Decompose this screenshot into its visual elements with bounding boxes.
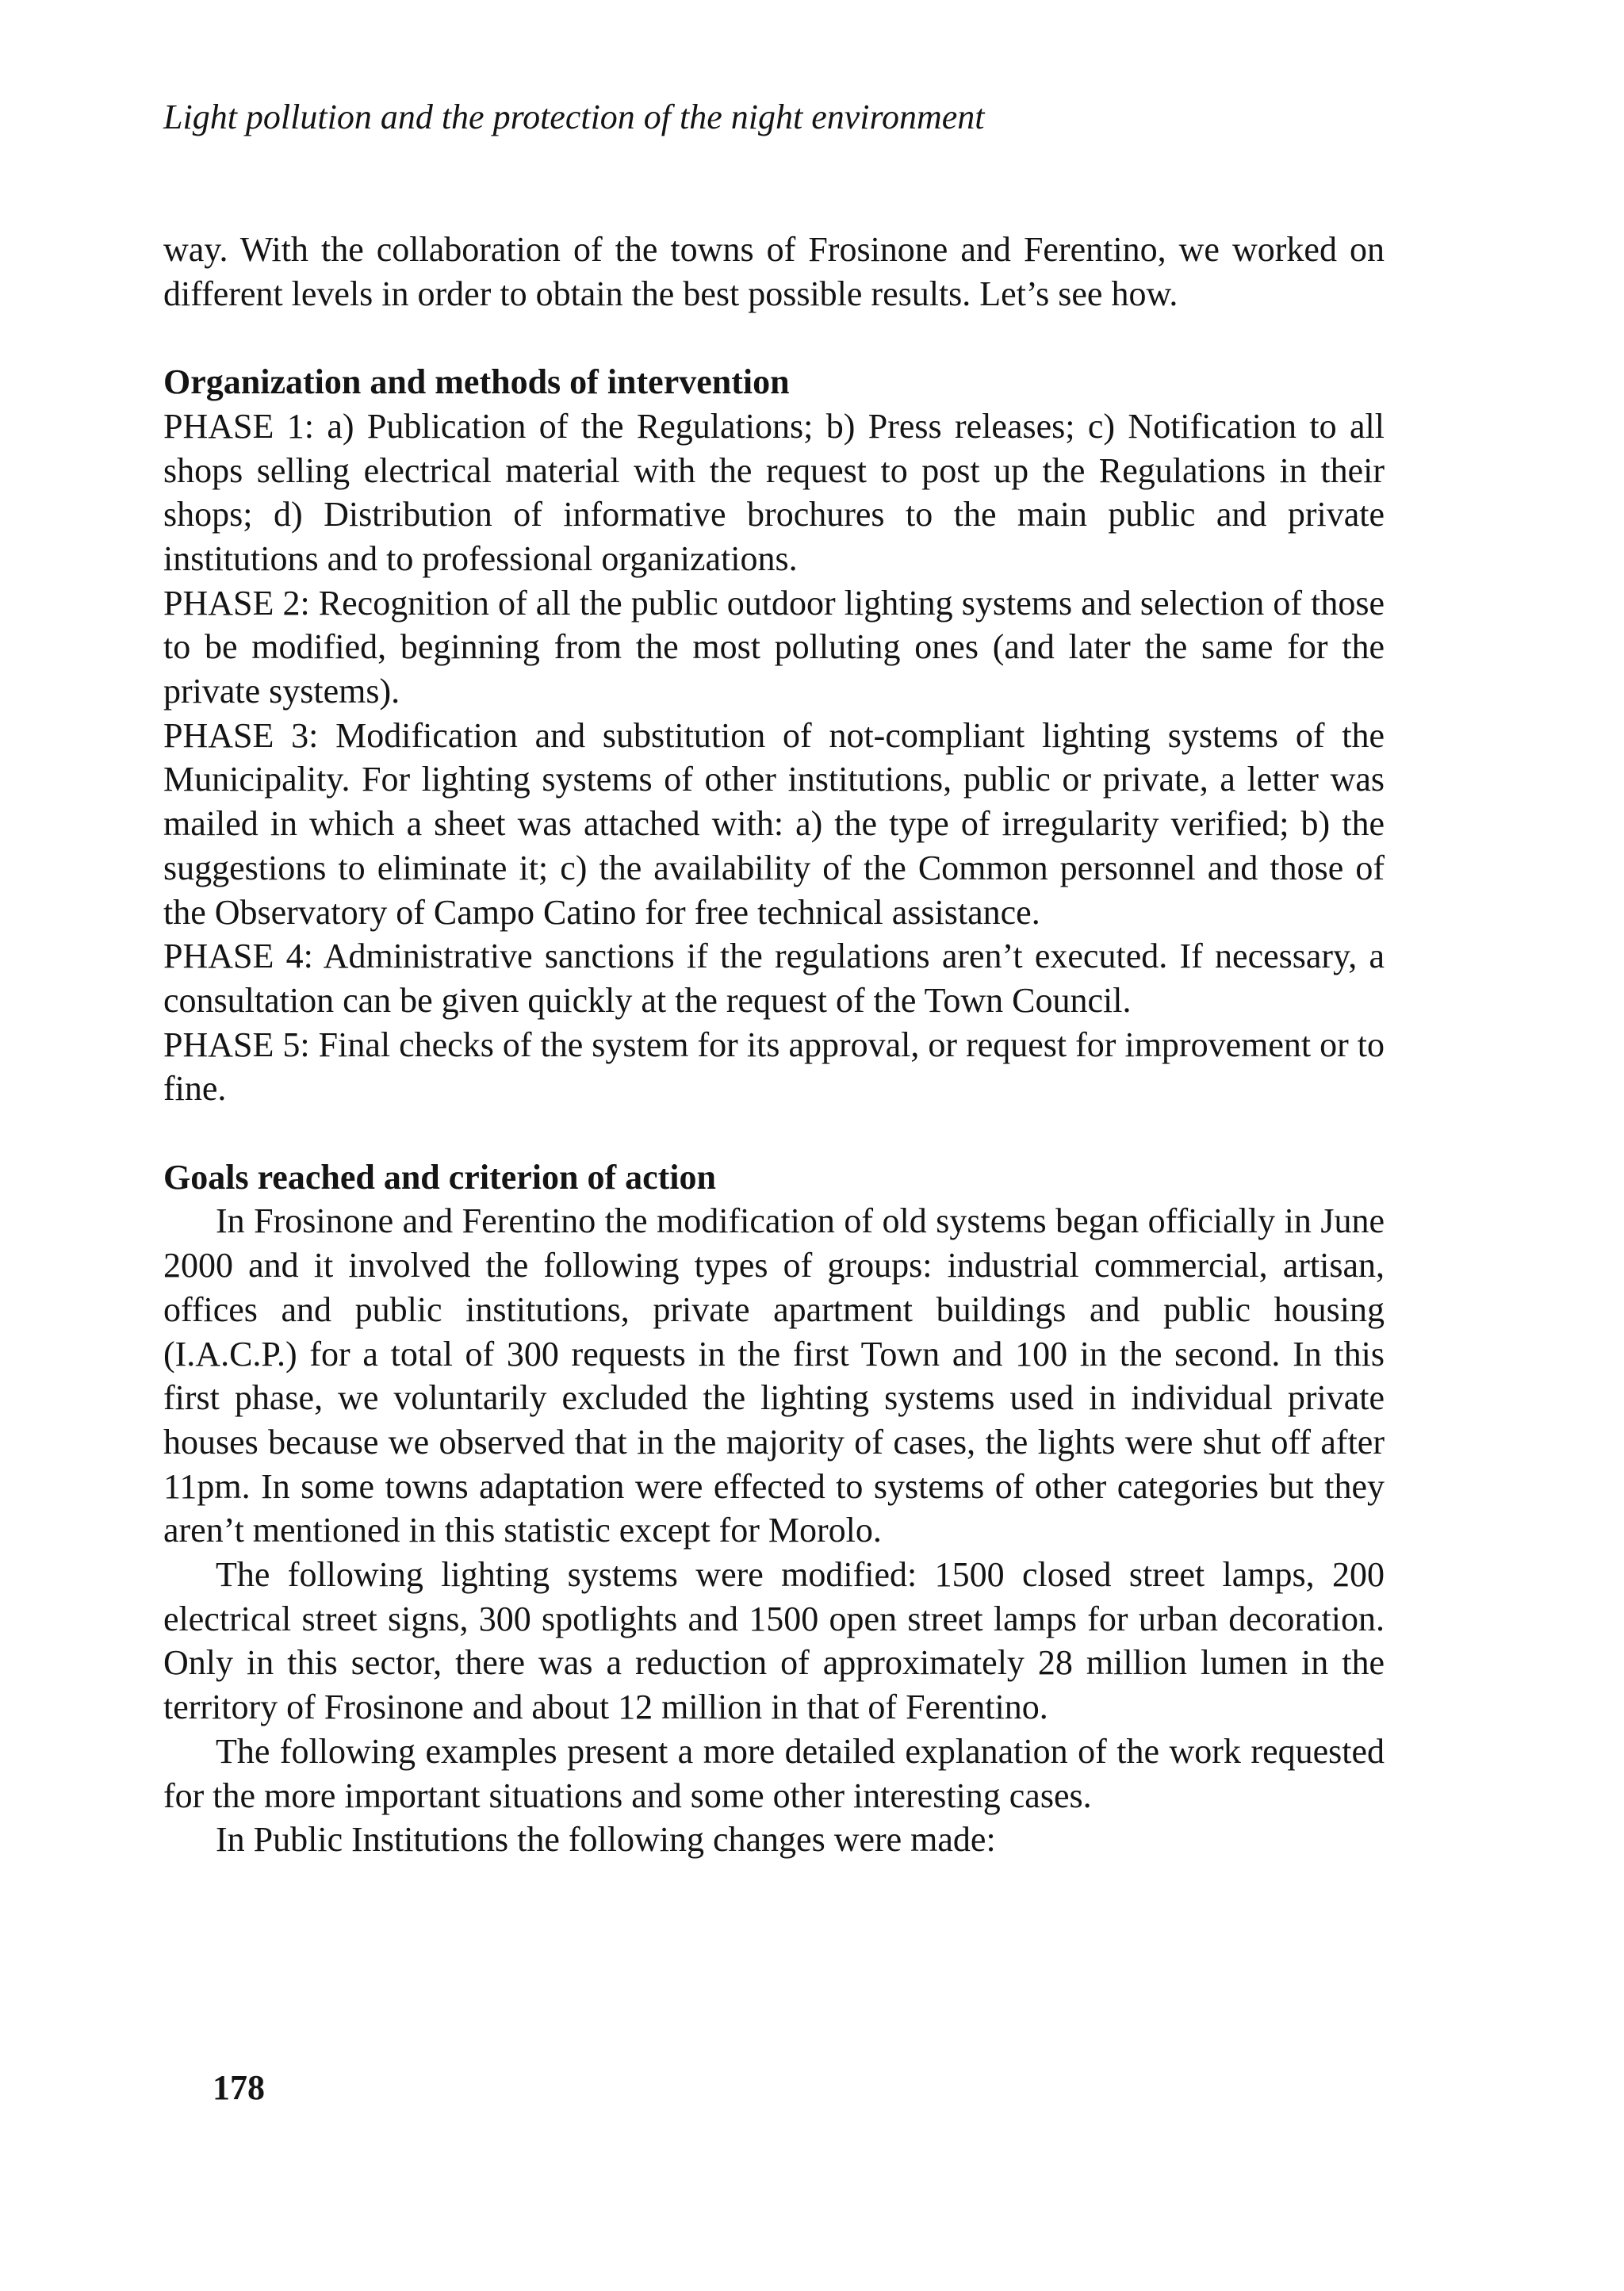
phase-4-paragraph: PHASE 4: Administrative sanctions if the regulations aren’t executed. If necessary, a consultation can be given quickly at the request of the Town Council. — [163, 937, 1385, 1020]
goals-paragraph-3: The following examples present a more detailed explanation of the work requested for the more important situations and some other interesting cases. — [163, 1731, 1385, 1815]
phase-1-paragraph: PHASE 1: a) Publication of the Regulations; b) Press releases; c) Notification to all shops selling electrical material with the request to post up the Regulations in their shops; d) Distribution of informative brochures to the main public and private institutions and to professional organizations. — [163, 406, 1385, 578]
phase-2-paragraph: PHASE 2: Recognition of all the public outdoor lighting systems and selection of those to be modified, beginning from the most polluting ones (and later the same for the private systems). — [163, 583, 1385, 711]
goals-paragraph-1: In Frosinone and Ferentino the modification of old systems began officially in June 2000 and it involved the following types of groups: industrial commercial, artisan, offices and public institutions, private apartment buildings and public housing (I.A.C.P.) for a total of 300 requests in the first Town and 100 in the second. In this first phase, we voluntarily excluded the lighting systems used in individual private houses because we observed that in the majority of cases, the lights were shut off after 11pm. In some towns adaptation were effected to systems of other categories but they aren’t mentioned in this statistic except for Morolo. — [163, 1201, 1385, 1550]
phase-5-paragraph: PHASE 5: Final checks of the system for its approval, or request for improvement or to fine. — [163, 1025, 1385, 1109]
page-number: 178 — [213, 2068, 265, 2107]
spacer — [163, 1111, 1385, 1155]
phase-3-paragraph: PHASE 3: Modification and substitution of not-compliant lighting systems of the Municipality. For lighting systems of other institutions, public or private, a letter was mailed in which a sheet was attached with: a) the type of irregularity verified; b) the suggestions to eliminate it; c) the availability of the Common personnel and those of the Observatory of Campo Catino for free technical assistance. — [163, 715, 1385, 932]
section-title-organization: Organization and methods of intervention — [163, 362, 790, 402]
goals-paragraph-4: In Public Institutions the following changes were made: — [216, 1820, 996, 1860]
intro-paragraph: way. With the collaboration of the towns of Frosinone and Ferentino, we worked on different levels in order to obtain the best possible results. Let’s see how. — [163, 230, 1385, 313]
running-header: Light pollution and the protection of the night environment — [163, 98, 985, 136]
section-title-goals: Goals reached and criterion of action — [163, 1157, 716, 1197]
body-text — [163, 228, 1385, 1862]
spacer — [163, 316, 1385, 360]
goals-paragraph-2: The following lighting systems were modified: 1500 closed street lamps, 200 electrical street signs, 300 spotlights and 1500 open street lamps for urban decoration. Only in this sector, there was a reduction of approximately 28 million lumen in the territory of Frosinone and about 12 million in that of Ferentino. — [163, 1555, 1385, 1727]
